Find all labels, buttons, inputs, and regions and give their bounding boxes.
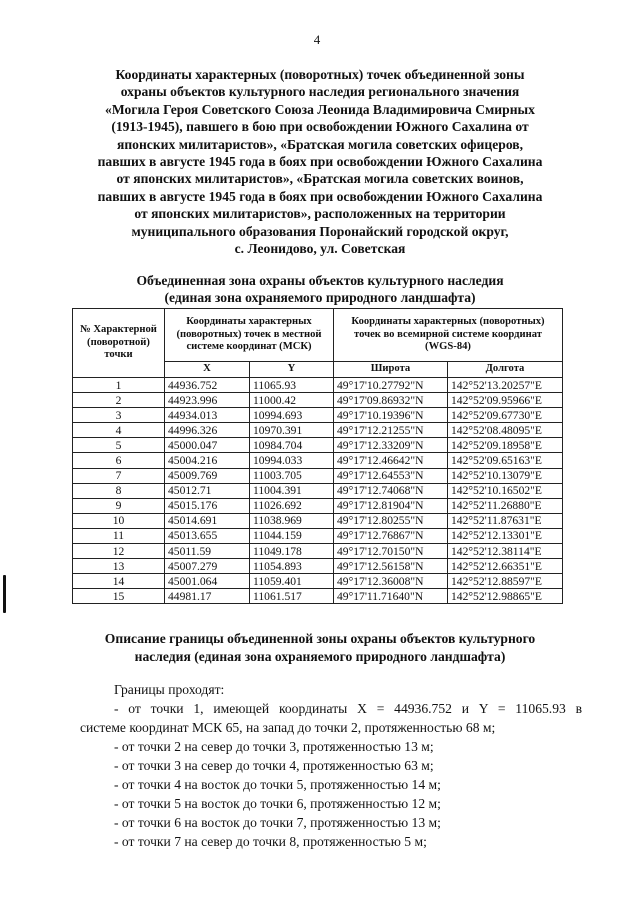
y-cell: 10984.704 <box>250 438 334 453</box>
table-row <box>73 528 563 543</box>
table-row <box>73 423 563 438</box>
title-line: с. Леонидово, ул. Советская <box>234 241 406 257</box>
point-number-cell: 8 <box>73 483 165 498</box>
table-row <box>73 393 563 408</box>
x-cell: 45014.691 <box>165 513 250 528</box>
point-number-cell: 12 <box>73 544 165 559</box>
header-longitude: Долгота <box>448 362 563 378</box>
x-cell: 44923.996 <box>165 393 250 408</box>
latitude-cell: 49°17'12.74068"N <box>334 483 448 498</box>
description-title-line: наследия (единая зона охраняемого природного ландшафта) <box>134 649 506 664</box>
boundary-bullet: - от точки 3 на север до точки 4, протяженностью 63 м; <box>114 758 434 773</box>
x-cell: 45000.047 <box>165 438 250 453</box>
longitude-cell: 142°52'11.87631"E <box>448 513 563 528</box>
table-row <box>73 513 563 528</box>
latitude-cell: 49°17'10.27792"N <box>334 378 448 393</box>
table-row <box>73 574 563 589</box>
point-number-cell: 13 <box>73 559 165 574</box>
boundary-description <box>80 680 582 851</box>
document-title <box>60 66 580 257</box>
latitude-cell: 49°17'10.19396"N <box>334 408 448 423</box>
point-number-cell: 2 <box>73 393 165 408</box>
point-number-cell: 14 <box>73 574 165 589</box>
boundary-bullet: - от точки 6 на восток до точки 7, протяженностью 13 м; <box>114 815 441 830</box>
y-cell: 11038.969 <box>250 513 334 528</box>
table-row <box>73 589 563 604</box>
zone-title-line: (единая зона охраняемого природного ландшафта) <box>164 290 476 305</box>
description-title <box>70 630 570 666</box>
table-row <box>73 483 563 498</box>
table-row <box>73 408 563 423</box>
x-cell: 45011.59 <box>165 544 250 559</box>
point-number-cell: 11 <box>73 528 165 543</box>
title-line: павших в августе 1945 года в боях при освобождении Южного Сахалина <box>97 188 543 204</box>
table-row <box>73 498 563 513</box>
coordinates-table-body <box>73 378 563 604</box>
header-x: X <box>165 362 250 378</box>
longitude-cell: 142°52'12.98865"E <box>448 589 563 604</box>
header-y: Y <box>250 362 334 378</box>
boundaries-intro: Границы проходят: <box>114 682 225 697</box>
zone-title-line: Объединенная зона охраны объектов культурного наследия <box>136 273 504 288</box>
x-cell: 45012.71 <box>165 483 250 498</box>
point-number-cell: 4 <box>73 423 165 438</box>
point-number-cell: 9 <box>73 498 165 513</box>
latitude-cell: 49°17'12.33209"N <box>334 438 448 453</box>
x-cell: 45004.216 <box>165 453 250 468</box>
x-cell: 45007.279 <box>165 559 250 574</box>
longitude-cell: 142°52'09.95966"E <box>448 393 563 408</box>
longitude-cell: 142°52'11.26880"E <box>448 498 563 513</box>
point-number-cell: 7 <box>73 468 165 483</box>
y-cell: 11049.178 <box>250 544 334 559</box>
longitude-cell: 142°52'13.20257"E <box>448 378 563 393</box>
longitude-cell: 142°52'08.48095"E <box>448 423 563 438</box>
latitude-cell: 49°17'12.21255"N <box>334 423 448 438</box>
page-number: 4 <box>313 32 321 47</box>
header-msk-group: Координаты характерных (поворотных) точек в местной системе координат (МСК) <box>165 309 334 362</box>
longitude-cell: 142°52'09.65163"E <box>448 453 563 468</box>
latitude-cell: 49°17'12.76867"N <box>334 528 448 543</box>
margin-mark <box>3 575 6 613</box>
table-row <box>73 559 563 574</box>
x-cell: 44996.326 <box>165 423 250 438</box>
x-cell: 45009.769 <box>165 468 250 483</box>
latitude-cell: 49°17'12.81904"N <box>334 498 448 513</box>
y-cell: 11059.401 <box>250 574 334 589</box>
x-cell: 44936.752 <box>165 378 250 393</box>
longitude-cell: 142°52'12.38114"E <box>448 544 563 559</box>
table-row <box>73 468 563 483</box>
title-line: павших в августе 1945 года в боях при освобождении Южного Сахалина <box>97 154 543 170</box>
longitude-cell: 142°52'12.88597"E <box>448 574 563 589</box>
description-title-line: Описание границы объединенной зоны охраны объектов культурного <box>104 631 536 646</box>
x-cell: 44981.17 <box>165 589 250 604</box>
y-cell: 11065.93 <box>250 378 334 393</box>
x-cell: 45013.655 <box>165 528 250 543</box>
y-cell: 11061.517 <box>250 589 334 604</box>
y-cell: 10970.391 <box>250 423 334 438</box>
title-line: от японских милитаристов», расположенных на территории <box>134 206 506 222</box>
boundary-bullet: - от точки 4 на восток до точки 5, протяженностью 14 м; <box>114 777 441 792</box>
header-latitude: Широта <box>334 362 448 378</box>
point-number-cell: 6 <box>73 453 165 468</box>
header-point-number: № Характерной (поворотной) точки <box>73 309 165 378</box>
longitude-cell: 142°52'12.66351"E <box>448 559 563 574</box>
header-wgs-group: Координаты характерных (поворотных) точек во всемирной системе координат (WGS-84) <box>334 309 563 362</box>
longitude-cell: 142°52'10.16502"E <box>448 483 563 498</box>
point-number-cell: 1 <box>73 378 165 393</box>
y-cell: 11044.159 <box>250 528 334 543</box>
x-cell: 45015.176 <box>165 498 250 513</box>
longitude-cell: 142°52'12.13301"E <box>448 528 563 543</box>
title-line: «Могила Героя Советского Союза Леонида Владимировича Смирных <box>105 101 535 117</box>
longitude-cell: 142°52'09.67730"E <box>448 408 563 423</box>
latitude-cell: 49°17'12.64553"N <box>334 468 448 483</box>
zone-title <box>80 272 560 306</box>
latitude-cell: 49°17'11.71640"N <box>334 589 448 604</box>
table-row <box>73 378 563 393</box>
boundary-bullet: - от точки 7 на север до точки 8, протяженностью 5 м; <box>114 834 427 849</box>
boundary-bullet: - от точки 2 на север до точки 3, протяженностью 13 м; <box>114 739 434 754</box>
table-row <box>73 544 563 559</box>
longitude-cell: 142°52'09.18958"E <box>448 438 563 453</box>
coordinates-table <box>72 308 563 604</box>
latitude-cell: 49°17'12.80255"N <box>334 513 448 528</box>
y-cell: 11054.893 <box>250 559 334 574</box>
y-cell: 10994.033 <box>250 453 334 468</box>
point-number-cell: 5 <box>73 438 165 453</box>
y-cell: 11026.692 <box>250 498 334 513</box>
latitude-cell: 49°17'12.70150"N <box>334 544 448 559</box>
latitude-cell: 49°17'12.36008"N <box>334 574 448 589</box>
title-line: Координаты характерных (поворотных) точек объединенной зоны <box>115 67 525 82</box>
boundary-bullet-first-continuation: системе координат МСК 65, на запад до точки 2, протяженностью 68 м; <box>80 720 496 735</box>
table-row <box>73 453 563 468</box>
boundary-bullet: - от точки 5 на восток до точки 6, протяженностью 12 м; <box>114 796 441 811</box>
table-row <box>73 438 563 453</box>
title-line: (1913-1945), павшего в бою при освобождении Южного Сахалина от <box>111 119 529 135</box>
boundary-bullet-first: - от точки 1, имеющей координаты X = 44936.752 и Y = 11065.93 в <box>114 701 582 716</box>
latitude-cell: 49°17'12.46642"N <box>334 453 448 468</box>
latitude-cell: 49°17'09.86932"N <box>334 393 448 408</box>
latitude-cell: 49°17'12.56158"N <box>334 559 448 574</box>
title-line: муниципального образования Поронайский городской округ, <box>131 223 509 239</box>
point-number-cell: 3 <box>73 408 165 423</box>
y-cell: 10994.693 <box>250 408 334 423</box>
y-cell: 11004.391 <box>250 483 334 498</box>
longitude-cell: 142°52'10.13079"E <box>448 468 563 483</box>
point-number-cell: 15 <box>73 589 165 604</box>
y-cell: 11000.42 <box>250 393 334 408</box>
x-cell: 45001.064 <box>165 574 250 589</box>
x-cell: 44934.013 <box>165 408 250 423</box>
y-cell: 11003.705 <box>250 468 334 483</box>
title-line: от японских милитаристов», «Братская могила советских воинов, <box>116 171 524 187</box>
point-number-cell: 10 <box>73 513 165 528</box>
title-line: охраны объектов культурного наследия регионального значения <box>120 84 520 100</box>
title-line: японских милитаристов», «Братская могила советских офицеров, <box>116 136 524 152</box>
